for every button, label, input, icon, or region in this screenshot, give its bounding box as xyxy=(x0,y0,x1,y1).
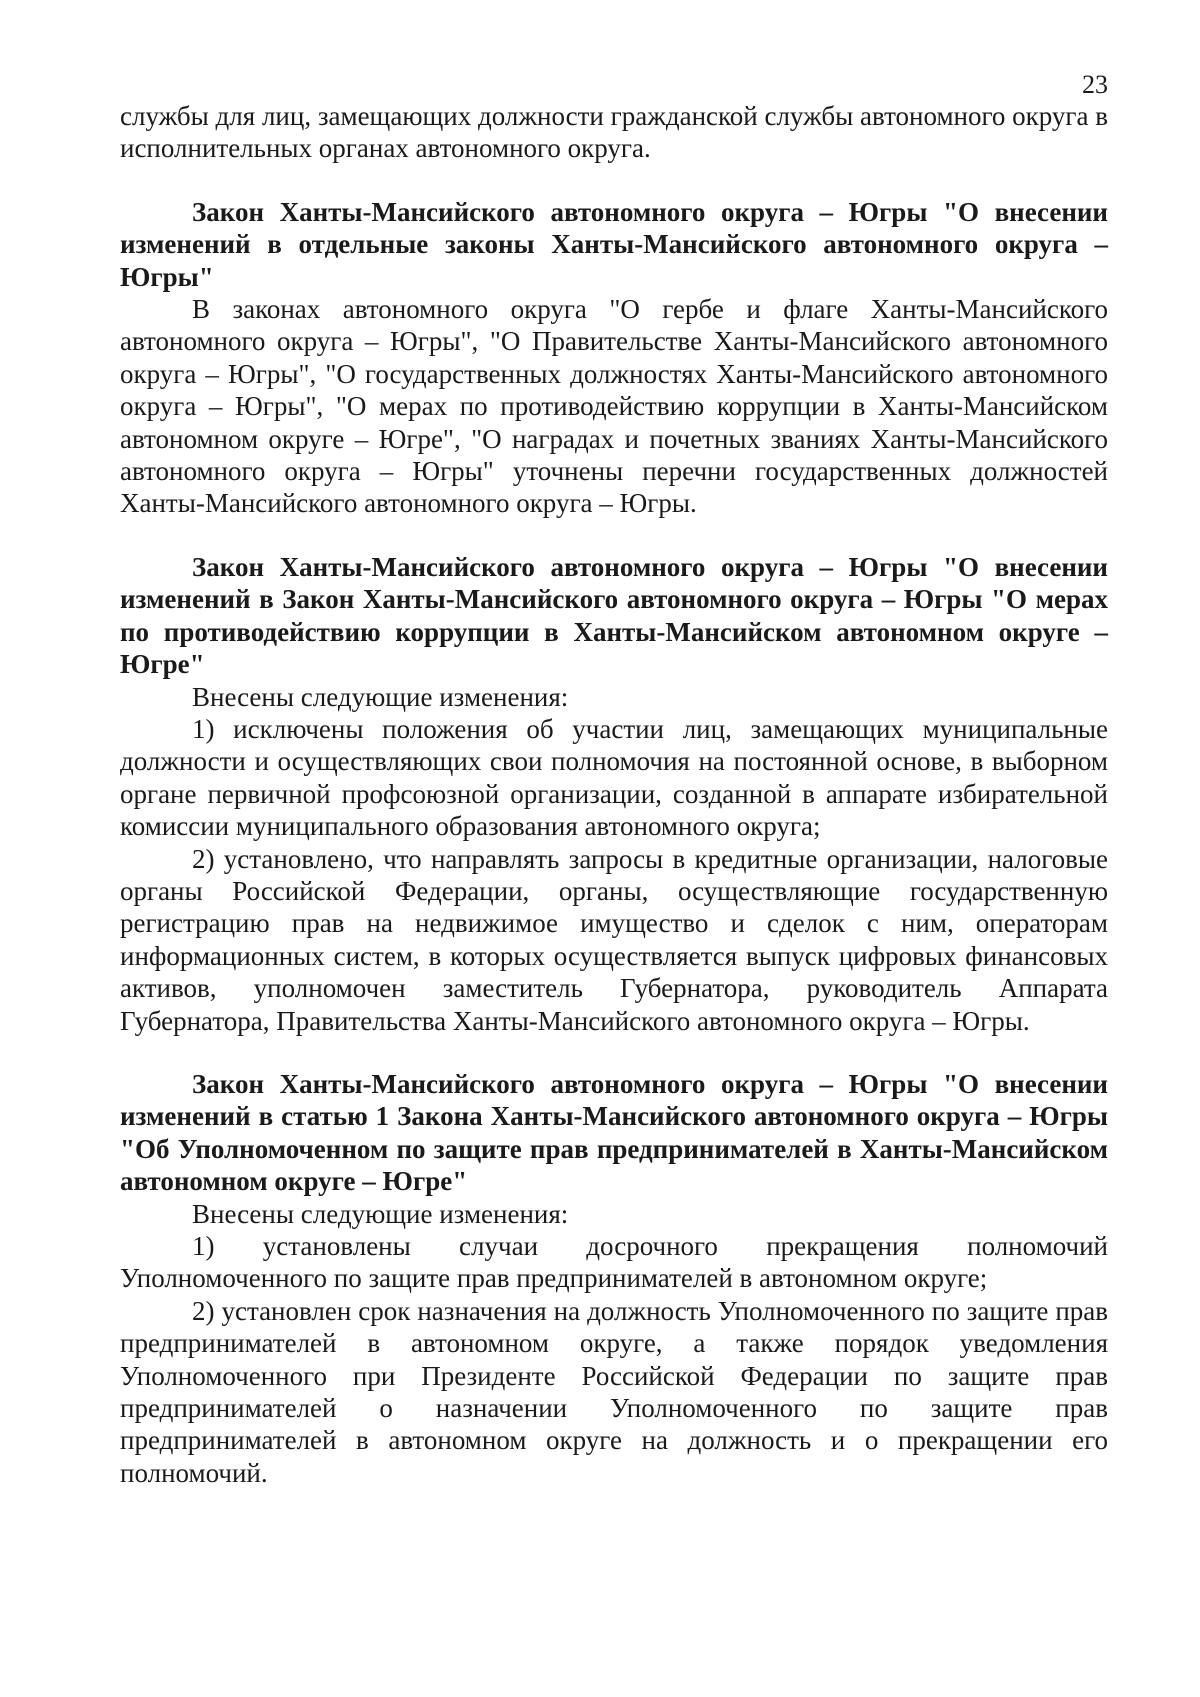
section-law-3 xyxy=(120,1068,1108,1489)
page-number: 23 xyxy=(1082,70,1108,99)
document-body xyxy=(120,100,1108,1489)
section-paragraph: 2) установлен срок назначения на должность Уполномоченного по защите прав предпринимателей в автономном округе, а также порядок уведомления Уполномоченного при Президенте Российской Федерации по защите прав предпринимателей о назначении Уполномоченного по защите прав предпринимателей в автономном округе на должность и о прекращении его полномочий. xyxy=(120,1295,1108,1488)
section-paragraph: В законах автономного округа "О гербе и флаге Ханты-Мансийского автономного округа – Югры", "О Правительстве Ханты-Мансийского автономного округа – Югры", "О государственных должностях Ханты-Мансийского автономного округа – Югры", "О мерах по противодействию коррупции в Ханты-Мансийском автономном округе – Югре", "О наградах и почетных званиях Ханты-Мансийского автономного округа – Югры" уточнены перечни государственных должностей Ханты-Мансийского автономного округа – Югры. xyxy=(120,294,1108,519)
section-heading: Закон Ханты-Мансийского автономного округа – Югры "О внесении изменений в отдельные законы Ханты-Мансийского автономного округа – Югры" xyxy=(120,196,1108,292)
section-paragraph: Внесены следующие изменения: xyxy=(192,1198,569,1229)
section-paragraph: 1) установлены случаи досрочного прекращения полномочий Уполномоченного по защите прав предпринимателей в автономном округе; xyxy=(120,1231,1108,1294)
section-gap xyxy=(120,520,1108,551)
section-heading: Закон Ханты-Мансийского автономного округа – Югры "О внесении изменений в Закон Ханты-Мансийского автономного округа – Югры "О мерах по противодействию коррупции в Ханты-Мансийском автономном округе – Югре" xyxy=(120,551,1108,680)
section-heading: Закон Ханты-Мансийского автономного округа – Югры "О внесении изменений в статью 1 Закона Ханты-Мансийского автономного округа – Югры "Об Уполномоченном по защите прав предпринимателей в Ханты-Мансийском автономном округе – Югре" xyxy=(120,1068,1108,1197)
section-law-1 xyxy=(120,196,1108,520)
section-paragraph: 1) исключены положения об участии лиц, замещающих муниципальные должности и осуществляющих свои полномочия на постоянной основе, в выборном органе первичной профсоюзной организации, созданной в аппарате избирательной комиссии муниципального образования автономного округа; xyxy=(120,713,1108,842)
section-gap xyxy=(120,165,1108,196)
section-paragraph: Внесены следующие изменения: xyxy=(192,681,569,712)
intro-paragraph: службы для лиц, замещающих должности гражданской службы автономного округа в исполнительных органах автономного округа. xyxy=(120,101,1108,164)
section-gap xyxy=(120,1037,1108,1068)
section-law-2 xyxy=(120,551,1108,1037)
section-paragraph: 2) установлено, что направлять запросы в кредитные организации, налоговые органы Российской Федерации, органы, осуществляющие государственную регистрацию прав на недвижимое имущество и сделок с ним, операторам информационных систем, в которых осуществляется выпуск цифровых финансовых активов, уполномочен заместитель Губернатора, руководитель Аппарата Губернатора, Правительства Ханты-Мансийского автономного округа – Югры. xyxy=(120,843,1108,1036)
